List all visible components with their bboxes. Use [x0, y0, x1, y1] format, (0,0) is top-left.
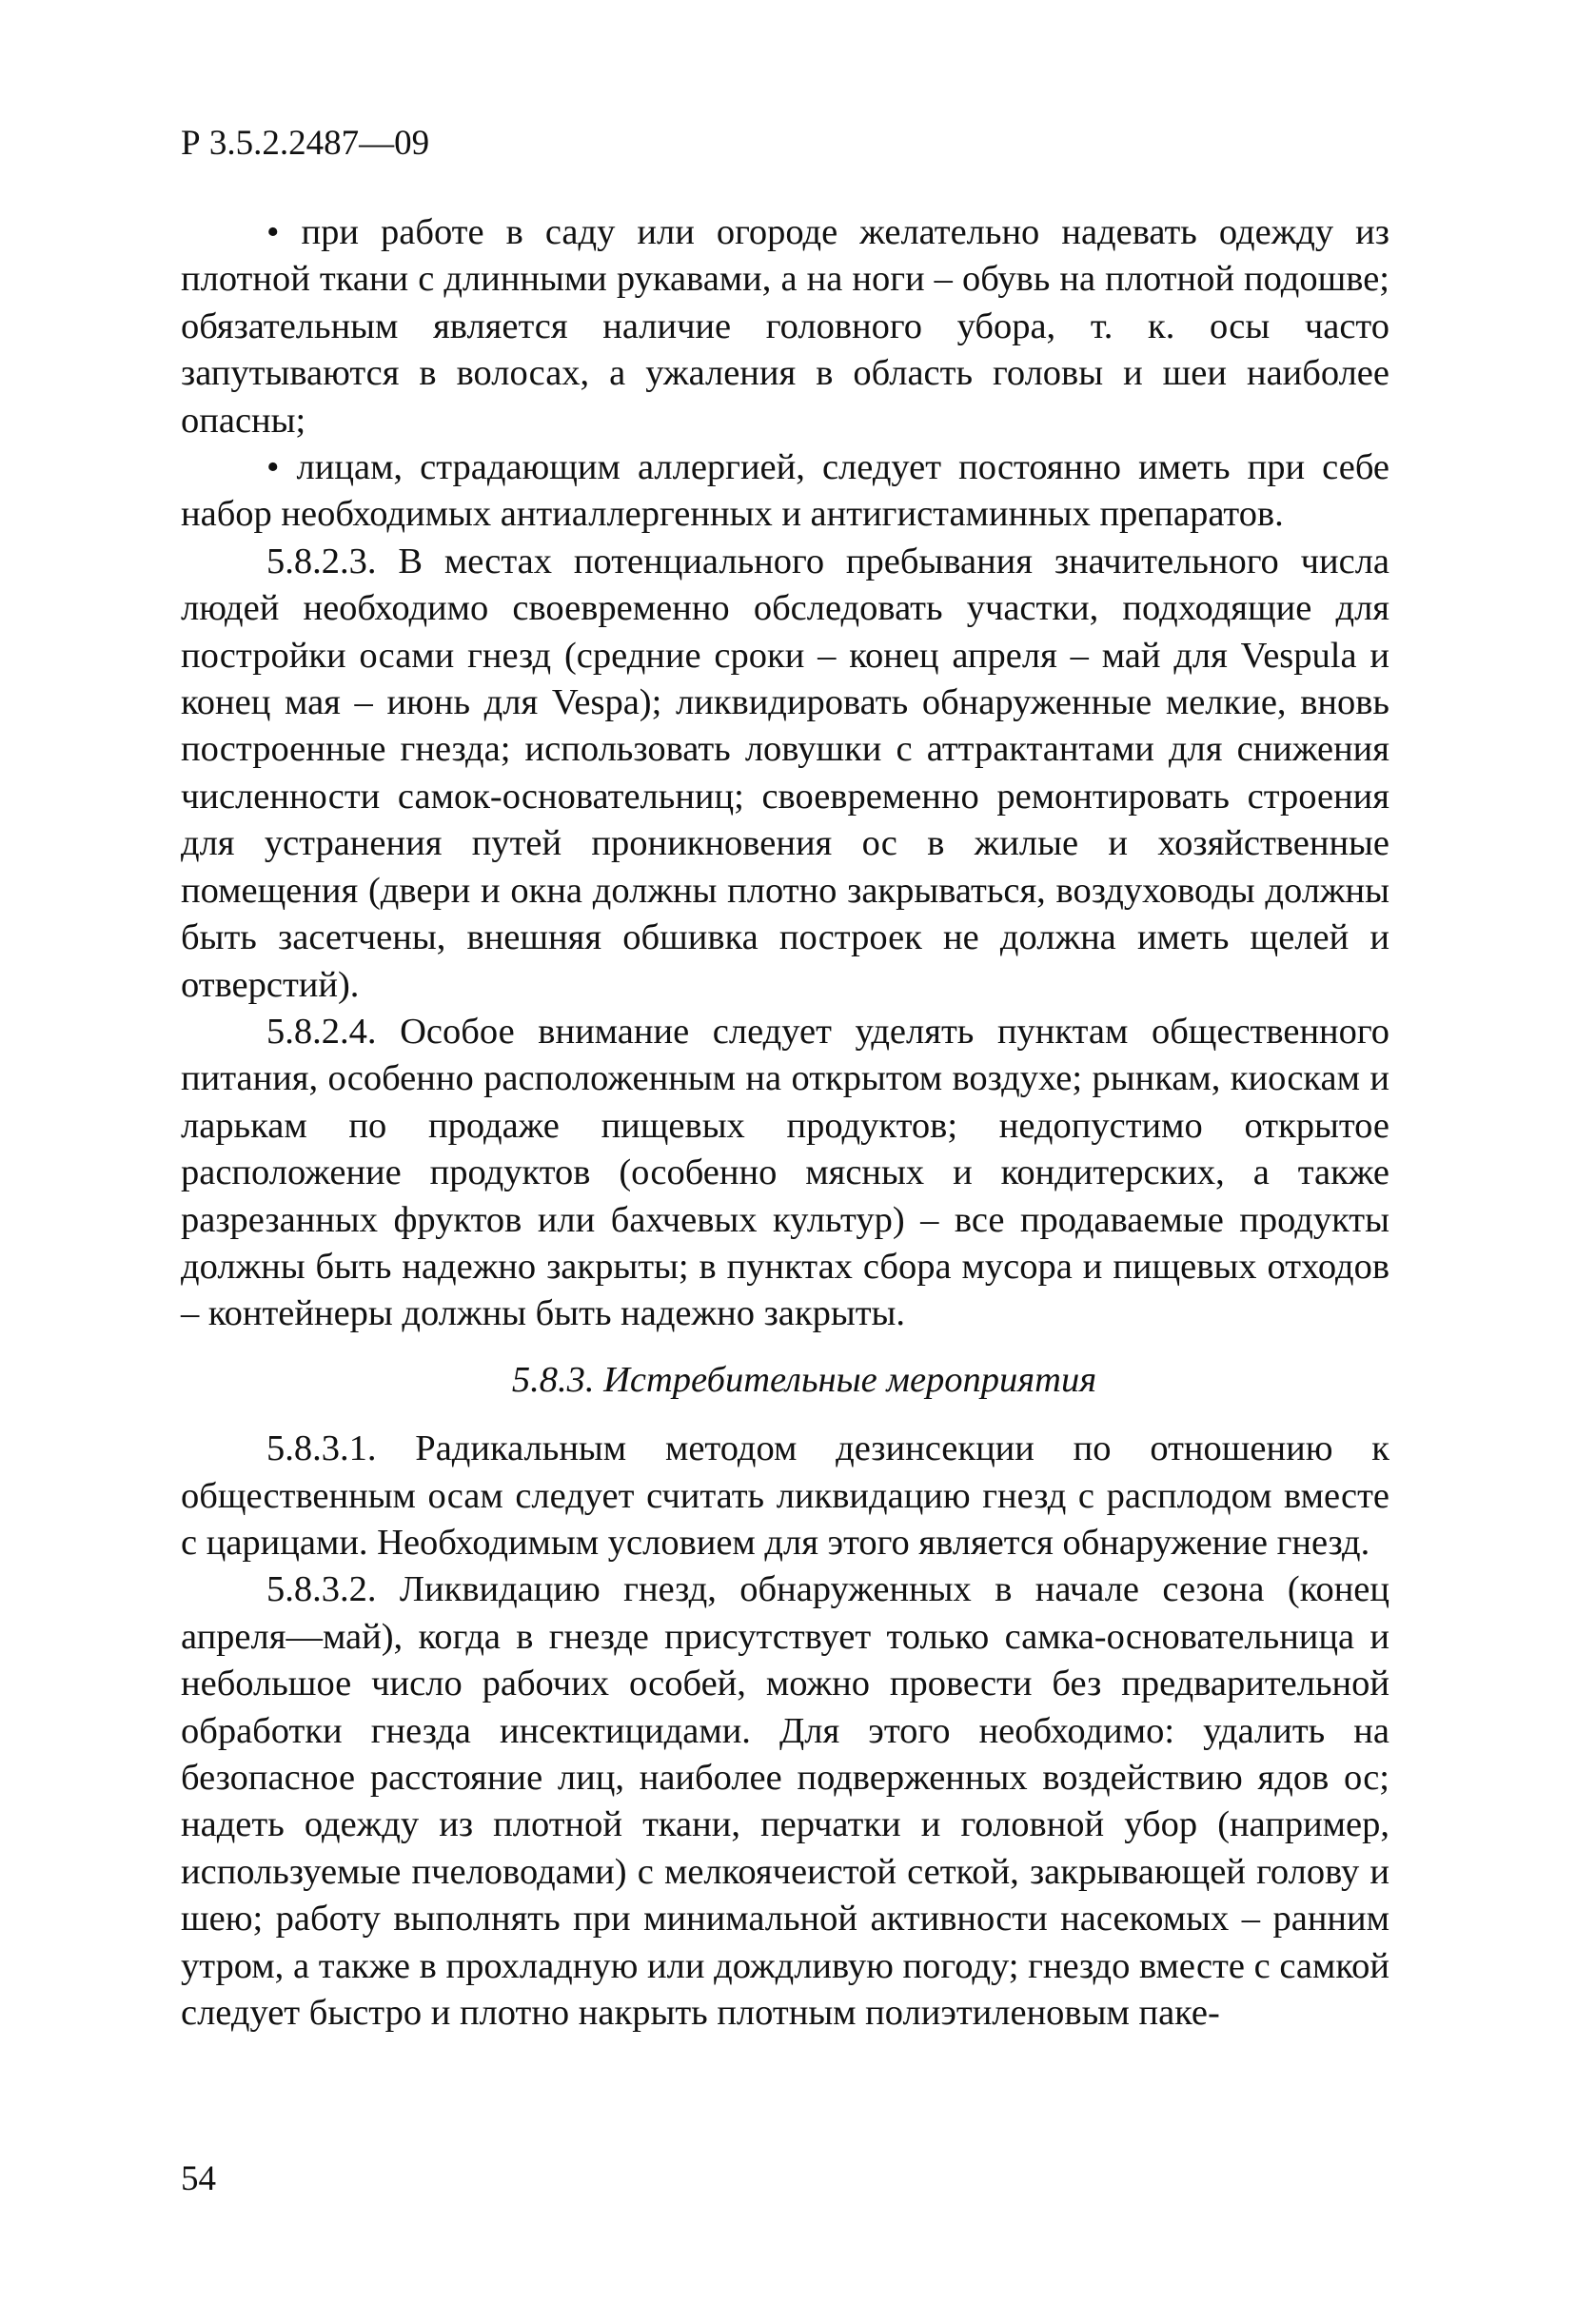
page-content [181, 209, 1389, 2037]
paragraph-5-8-2-4: 5.8.2.4. Особое внимание следует уделять пунктам общественного питания, особенно расположенным на открытом воздухе; рынкам, киоскам и ларькам по продаже пищевых продуктов; недопустимо открытое расположение продуктов (особенно мясных и кондитерских, а также разрезанных фруктов или бахчевых культур) – все продаваемые продукты должны быть надежно закрыты; в пунктах сбора мусора и пищевых отходов – контейнеры должны быть надежно закрыты. [181, 1011, 1389, 1334]
bullet-paragraph-allergy: • лицам, страдающим аллергией, следует постоянно иметь при себе набор необходимых антиаллергенных и антигистаминных препаратов. [181, 447, 1389, 535]
bullet-paragraph-garden-clothing: • при работе в саду или огороде желательно надевать одежду из плотной ткани с длинными рукавами, а на ноги – обувь на плотной подошве; обязательным является наличие головного убора, т. к. осы часто запутываются в волосах, а ужаления в область головы и шеи наиболее опасны; [181, 212, 1389, 441]
paragraph-5-8-3-1: 5.8.3.1. Радикальным методом дезинсекции по отношению к общественным осам следует считать ликвидацию гнезд с расплодом вместе с царицами. Необходимым условием для этого является обнаружение гнезд. [181, 1428, 1389, 1563]
page-number: 54 [181, 2159, 216, 2198]
paragraph-5-8-3-2: 5.8.3.2. Ликвидацию гнезд, обнаруженных в начале сезона (конец апреля—май), когда в гнезде присутствует только самка-основательница и небольшое число рабочих особей, можно провести без предварительной обработки гнезда инсектицидами. Для этого необходимо: удалить на безопасное расстояние лиц, наиболее подверженных воздействию ядов ос; надеть одежду из плотной ткани, перчатки и головной убор (например, используемые пчеловодами) с мелкоячеистой сеткой, закрывающей голову и шею; работу выполнять при минимальной активности насекомых – ранним утром, а также в прохладную или дождливую погоду; гнездо вместе с самкой следует быстро и плотно накрыть плотным полиэтиленовым паке- [181, 1569, 1389, 2034]
paragraph-5-8-2-3: 5.8.2.3. В местах потенциального пребывания значительного числа людей необходимо своевременно обследовать участки, подходящие для постройки осами гнезд (средние сроки – конец апреля – май для Vespula и конец мая – июнь для Vespa); ликвидировать обнаруженные мелкие, вновь построенные гнезда; использовать ловушки с аттрактантами для снижения численности самок-основательниц; своевременно ремонтировать строения для устранения путей проникновения ос в жилые и хозяйственные помещения (двери и окна должны плотно закрываться, воздуховоды должны быть засетчены, внешняя обшивка построек не должна иметь щелей и отверстий). [181, 541, 1389, 1005]
section-heading: 5.8.3. Истребительные мероприятия [511, 1359, 1097, 1400]
document-id: Р 3.5.2.2487—09 [181, 124, 430, 163]
